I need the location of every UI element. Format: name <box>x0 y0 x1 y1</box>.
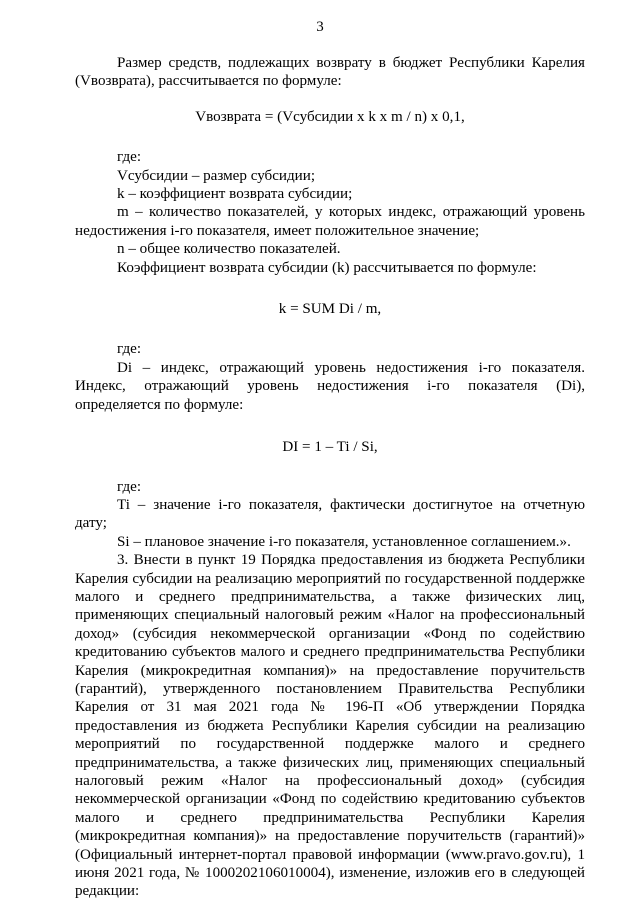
definition-n: n – общее количество показателей. <box>117 241 341 258</box>
definition-subsidy: Vсубсидии – размер субсидии; <box>117 167 316 184</box>
formula-index: DI = 1 – Ti / Si, <box>282 439 378 456</box>
paragraph-return-amount: Размер средств, подлежащих возврату в бюджет Республики Карелия (Vвозврата), рассчитывается по формуле: <box>75 55 585 90</box>
definition-di: Di – индекс, отражающий уровень недостижения i-го показателя. Индекс, отражающий уровень недостижения i-го показателя (Di), определяется по формуле: <box>75 359 585 413</box>
definition-si: Si – плановое значение i-го показателя, установленное соглашением.». <box>117 533 571 550</box>
formula-coefficient: k = SUM Di / m, <box>278 301 382 318</box>
where-label: где: <box>117 478 142 495</box>
page-number: 3 <box>316 19 324 35</box>
definition-ti: Ti – значение i-го показателя, фактически достигнутое на отчетную дату; <box>75 496 585 532</box>
definition-k: k – коэффициент возврата субсидии; <box>117 186 353 203</box>
paragraph-amendment: 3. Внести в пункт 19 Порядка предоставления из бюджета Республики Карелия субсидии на реализацию мероприятий по государственной поддержке малого и среднего предпринимательства, а также физических лиц, применяющих специальный налоговый режим «Налог на профессиональный доход» (субсидия некоммерческой организации «Фонд по содействию кредитованию субъектов малого и среднего предпринимательства Республики Карелия (микрокредитная компания)» на предоставление поручительств (гарантий), утвержденного постановлением Правительства Республики Карелия от 31 мая 2021 года № 196-П «Об утверждении Порядка предоставления из бюджета Республики Карелия субсидии на реализацию мероприятий по государственной поддержке малого и среднего предпринимательства, а также физических лиц, применяющих специальный налоговый режим «Налог на профессиональный доход» (субсидия некоммерческой организации «Фонд по содействию кредитованию субъектов малого и среднего предпринимательства Республики Карелия (микрокредитная компания)» на предоставление поручительств (гарантий)» (Официальный интернет-портал правовой информации (www.pravo.gov.ru), 1 июня 2021 года, № 1000202106010004), изменение, изложив его в следующей редакции: <box>75 552 585 900</box>
formula-return-amount: Vвозврата = (Vсубсидии х k х m / n) х 0,1, <box>195 108 465 125</box>
paragraph-coefficient: Коэффициент возврата субсидии (k) рассчитывается по формуле: <box>117 259 537 276</box>
where-label: где: <box>117 341 142 358</box>
where-label: где: <box>117 149 142 166</box>
document-body <box>75 54 585 901</box>
definition-m: m – количество показателей, у которых индекс, отражающий уровень недостижения i-го показателя, имеет положительное значение; <box>75 204 585 239</box>
